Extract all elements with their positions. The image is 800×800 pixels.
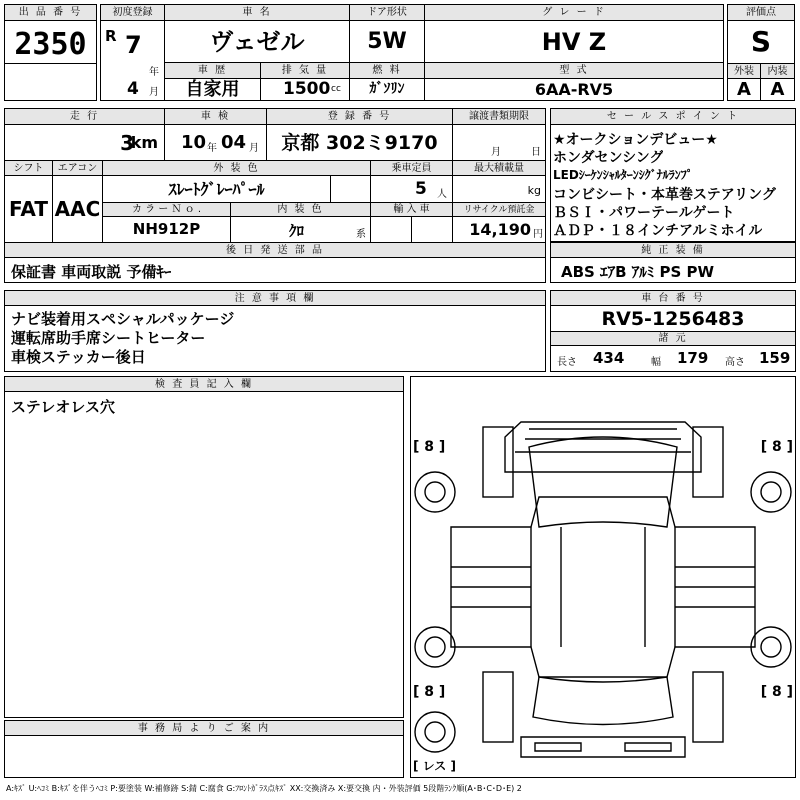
tire-front-left-depth: [ 8 ] [413,439,446,455]
color-no-label: カ ラ ー Ｎ ｏ . [103,203,231,217]
sales-point-line: コンビシート・本革巻ステアリング [553,187,776,203]
first-reg-cell [101,21,165,100]
era-value: R [105,27,117,45]
legend-footer: A:ｷｽﾞ U:ﾍｺﾐ B:ｷｽﾞを伴うﾍｺﾐ P:要塗装 W:補修跡 S:錆 C:腐食 G:ﾌﾛﾝﾄｶﾞﾗｽ点ｷｽﾞ XX:交換済み X:要交換 内・外装評価 5段階ﾗﾝｸ順(A･B･C･D･E) 2 [6,784,522,793]
car-name-value: ヴェゼル [165,21,350,63]
month-unit: 月 [149,87,159,98]
car-name-label: 車 名 [165,5,350,21]
inspection-year: 10 [181,132,207,153]
note-line: 運転席助手席シートヒーター [11,329,206,347]
first-reg-label: 初度登録 [101,5,165,21]
width-value: 179 [677,349,709,367]
color-no-value: NH912P [103,217,231,242]
fuel-value: ｶﾞｿﾘﾝ [350,79,425,100]
model-code-value: 6AA-RV5 [534,80,614,99]
tire-front-right-depth: [ 8 ] [760,439,793,455]
interior-grade-value: A [770,79,785,100]
inspection-month: 04 [221,132,247,153]
shift-value: FAT [5,176,53,242]
recycle-value: 14,190 [469,220,531,239]
later-parts-value: 保証書 車両取説 予備ｷｰ [11,263,172,281]
history-label: 車 歴 [165,63,261,79]
grade-value: HV Z [425,21,723,63]
import-cell-1 [371,217,412,242]
sales-points-label: セ ー ル ス ポ イ ン ト [551,109,795,125]
recycle-unit: 円 [533,229,543,240]
mileage-cell [5,125,165,161]
mileage-label: 走 行 [5,109,165,125]
inspection-month-unit: 月 [249,143,259,154]
exterior-color-label: 外 装 色 [103,161,371,176]
chassis-value: RV5-1256483 [551,306,795,332]
tire-rear-right-depth: [ 8 ] [760,684,793,700]
top-grid [100,4,724,101]
year-value: 7 [125,31,142,59]
transfer-label: 譲渡書類期限 [453,109,545,125]
spare-tire-status: [ レス ] [413,759,456,773]
exterior-color-extra [331,176,371,203]
car-outline-drawing [411,377,795,777]
interior-color-label: 内 装 色 [231,203,371,217]
exterior-color-value: ｽﾚｰﾄｸﾞﾚｰﾊﾟｰﾙ [103,176,331,203]
tire-rear-left-depth: [ 8 ] [413,684,446,700]
sales-point-line: ＢＳＩ・パワーテールゲート [553,205,735,221]
notes-box [4,290,546,372]
notes-label: 注 意 事 項 欄 [5,291,545,306]
max-load-cell [453,176,545,203]
office-label: 事 務 局 よ り ご 案 内 [5,721,403,736]
import-label: 輸 入 車 [371,203,453,217]
plate-value: 京都 302ミ9170 [267,125,453,161]
sales-point-line: LEDｼｰｹﾝｼｬﾙﾀｰﾝｼｸﾞﾅﾙﾗﾝﾌﾟ [553,168,693,182]
history-value: 自家用 [165,79,261,100]
equipment-value: ABS ｴｱB ｱﾙﾐ PS PW [561,263,715,281]
lot-box [4,4,97,101]
interior-color-suffix: 系 [356,229,366,240]
inspection-cell [165,125,267,161]
capacity-unit: 人 [437,189,447,200]
capacity-cell [371,176,453,203]
inspection-year-unit: 年 [207,143,217,154]
width-label: 幅 [651,357,661,368]
year-unit: 年 [149,67,159,78]
displacement-unit: cc [331,84,341,94]
equipment-box [550,242,796,283]
score-label: 評価点 [728,5,794,21]
recycle-cell [453,217,545,242]
recycle-label: リサイクル預託金 [453,203,545,217]
specs-label: 諸 元 [551,332,795,346]
later-parts-box [4,242,546,283]
height-value: 159 [759,349,791,367]
note-line: 車検ステッカー後日 [11,348,146,366]
length-label: 長さ [557,357,577,368]
chassis-box [550,290,796,372]
sales-point-line: ＡＤＰ・１８インチアルミホイル [553,223,763,239]
sales-point-line: ホンダセンシング [553,150,664,166]
interior-color-cell [231,217,371,242]
displacement-cell [261,79,350,100]
aircon-label: エアコン [53,161,103,176]
max-load-unit: kg [527,184,541,197]
lot-blank [5,63,96,64]
sales-points-box [550,108,796,242]
exterior-grade-value: A [728,79,761,100]
office-box [4,720,404,778]
import-cell-2 [412,217,453,242]
shift-label: シフト [5,161,53,176]
plate-label: 登 録 番 号 [267,109,453,125]
inspector-value: ステレオレス穴 [11,398,115,416]
interior-color-value: ｸﾛ [289,222,305,240]
later-parts-label: 後 日 発 送 部 品 [5,243,545,258]
lot-number: 2350 [14,27,87,62]
chassis-label: 車 台 番 号 [551,291,795,306]
max-load-label: 最大積載量 [453,161,545,176]
capacity-label: 乗車定員 [371,161,453,176]
transfer-day-unit: 日 [531,147,541,158]
capacity-value: 5 [415,179,427,199]
fuel-label: 燃 料 [350,63,425,79]
mid-grid [4,108,546,243]
inspection-label: 車 検 [165,109,267,125]
displacement-label: 排 気 量 [261,63,350,79]
car-diagram [410,376,796,778]
model-code-label: 型 式 [425,63,723,79]
sales-point-line: ★オークションデビュー★ [553,132,718,148]
interior-grade-label: 内装 [761,63,794,79]
equipment-label: 純 正 装 備 [551,243,795,258]
score-value: S [750,25,772,58]
door-value: 5W [350,21,425,63]
score-box [727,4,795,101]
door-label: ドア形状 [350,5,425,21]
mileage-unit: km [130,133,158,152]
transfer-month-unit: 月 [491,147,501,158]
note-line: ナビ装着用スペシャルパッケージ [11,310,235,328]
month-value: 4 [127,79,139,99]
transfer-cell [453,125,545,161]
mileage-value: 3 [120,131,134,155]
grade-label: グ レ ー ド [425,5,723,21]
length-value: 434 [593,349,625,367]
inspector-label: 検 査 員 記 入 欄 [5,377,403,392]
height-label: 高さ [725,357,745,368]
lot-label: 出 品 番 号 [5,5,96,21]
inspector-box [4,376,404,718]
exterior-grade-label: 外装 [728,63,761,79]
displacement-value: 1500 [283,79,331,99]
aircon-value: AAC [53,176,103,242]
